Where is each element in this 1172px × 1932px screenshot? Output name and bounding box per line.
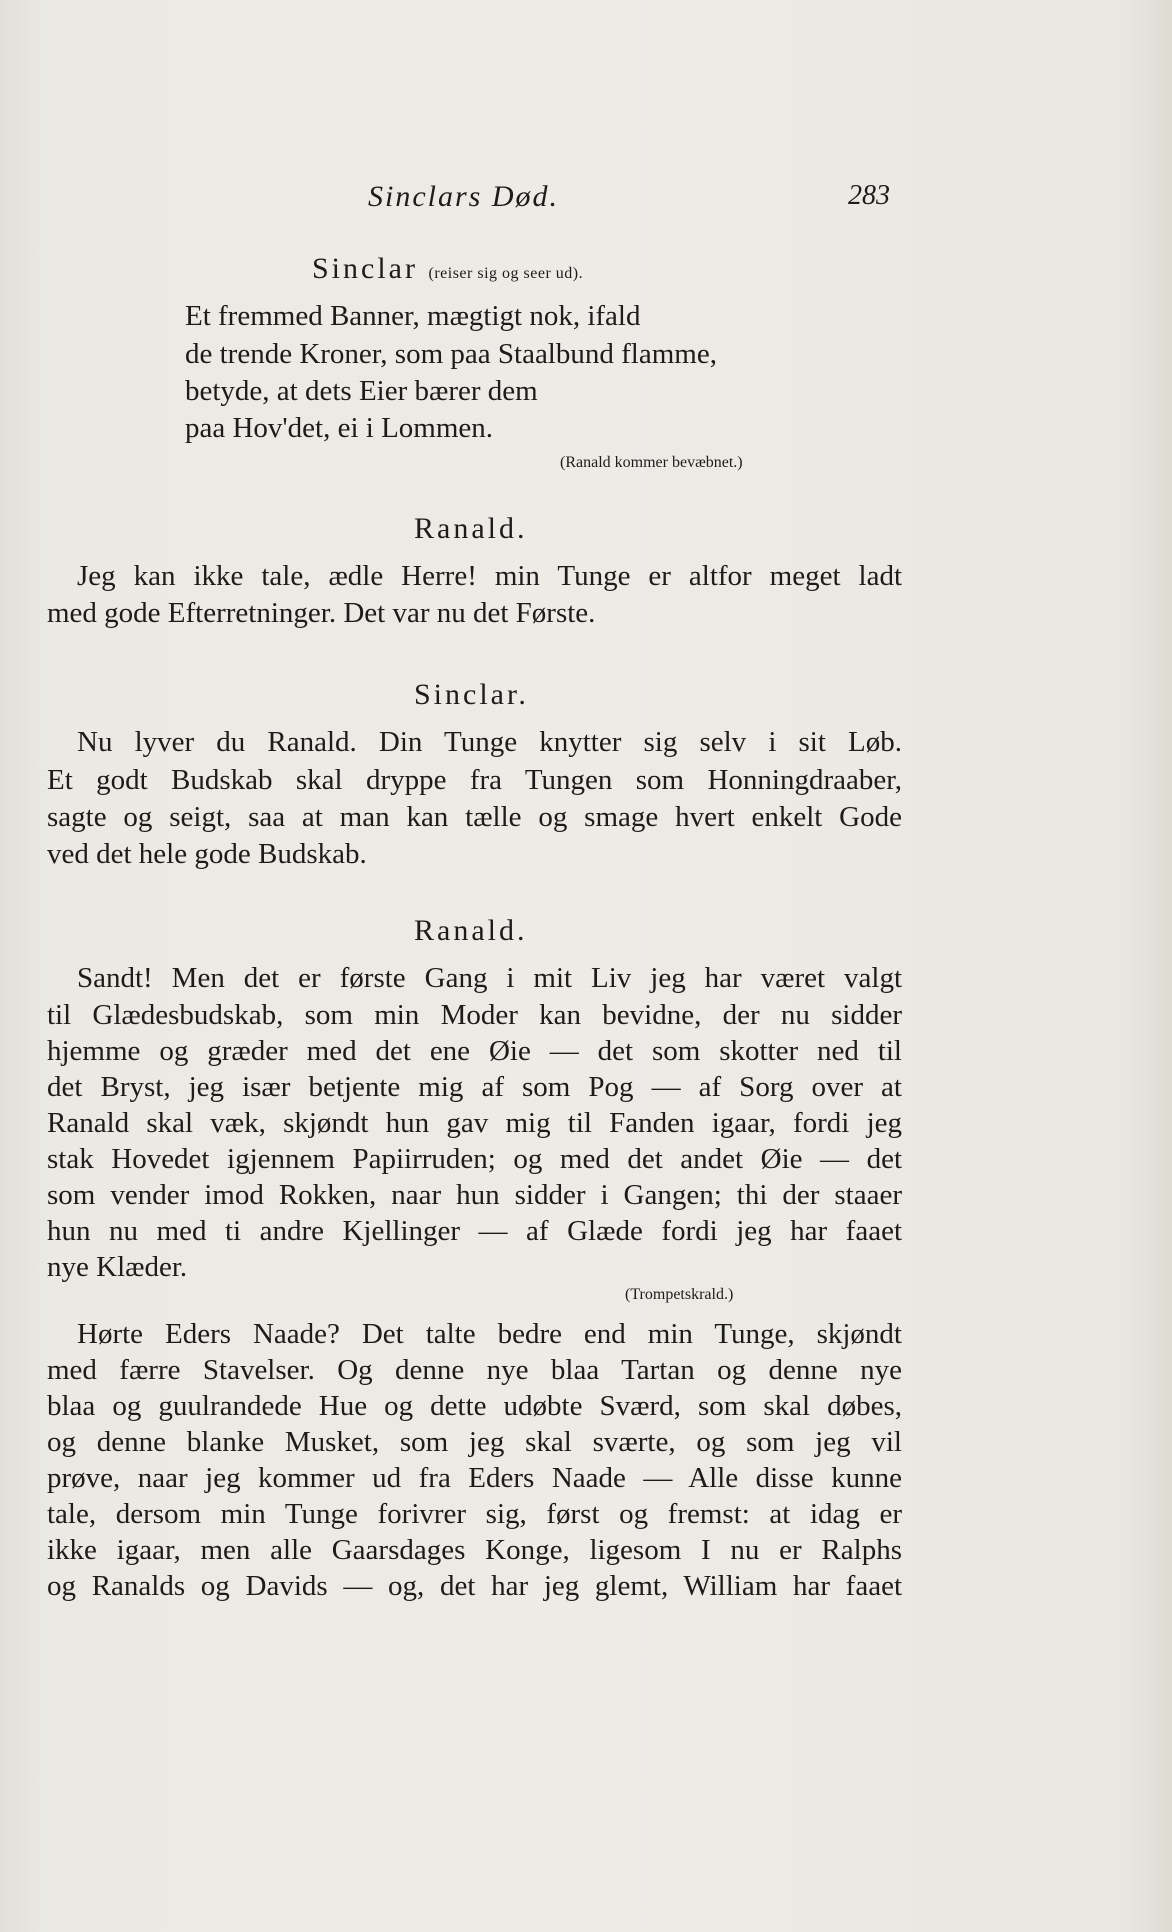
prose-line: og denne blanke Musket, som jeg skal sværte, og som jeg vil: [47, 1426, 902, 1458]
prose-line: prøve, naar jeg kommer ud fra Eders Naade — Alle disse kunne: [47, 1462, 902, 1494]
prose-line: stak Hovedet igjennem Papiirruden; og med det andet Øie — det: [47, 1143, 902, 1175]
speaker-name: Sinclar.: [414, 678, 529, 711]
prose-line: ikke igaar, men alle Gaarsdages Konge, ligesom I nu er Ralphs: [47, 1534, 902, 1566]
verse-line: betyde, at dets Eier bærer dem: [185, 375, 538, 407]
speaker-label: Sinclar: [312, 252, 418, 285]
verse-line: paa Hov'det, ei i Lommen.: [185, 412, 494, 444]
verse-line: Et fremmed Banner, mægtigt nok, ifald: [185, 300, 641, 332]
prose-line: med gode Efterretninger. Det var nu det Første.: [47, 597, 596, 629]
prose-line: hun nu med ti andre Kjellinger — af Glæde fordi jeg har faaet: [47, 1215, 902, 1247]
speaker-name: [312, 252, 583, 286]
prose-line: som vender imod Rokken, naar hun sidder i Gangen; thi der staaer: [47, 1179, 902, 1211]
running-title: Sinclars Død.: [368, 180, 559, 213]
prose-line: Jeg kan ikke tale, ædle Herre! min Tunge er altfor meget ladt: [77, 560, 902, 592]
running-header: [0, 172, 1172, 222]
stage-direction: (Trompetskrald.): [625, 1286, 734, 1303]
prose-line: det Bryst, jeg især betjente mig af som Pog — af Sorg over at: [47, 1071, 902, 1103]
prose-line: til Glædesbudskab, som min Moder kan bevidne, der nu sidder: [47, 999, 902, 1031]
prose-line: Sandt! Men det er første Gang i mit Liv jeg har været valgt: [77, 962, 902, 994]
prose-line: Ranald skal væk, skjøndt hun gav mig til Fanden igaar, fordi jeg: [47, 1107, 902, 1139]
prose-line: Et godt Budskab skal dryppe fra Tungen som Honningdraaber,: [47, 764, 902, 796]
prose-line: med færre Stavelser. Og denne nye blaa Tartan og denne nye: [47, 1354, 902, 1386]
prose-line: nye Klæder.: [47, 1251, 188, 1283]
prose-line: Nu lyver du Ranald. Din Tunge knytter sig selv i sit Løb.: [77, 726, 902, 758]
stage-direction: (reiser sig og seer ud).: [428, 265, 584, 282]
prose-line: tale, dersom min Tunge forivrer sig, først og fremst: at idag er: [47, 1498, 902, 1530]
stage-direction: (Ranald kommer bevæbnet.): [560, 454, 743, 471]
prose-line: sagte og seigt, saa at man kan tælle og smage hvert enkelt Gode: [47, 801, 902, 833]
prose-line: ved det hele gode Budskab.: [47, 838, 367, 870]
prose-line: blaa og guulrandede Hue og dette udøbte Sværd, som skal døbes,: [47, 1390, 902, 1422]
verse-line: de trende Kroner, som paa Staalbund flamme,: [185, 338, 717, 370]
page-number: 283: [848, 180, 890, 211]
prose-line: Hørte Eders Naade? Det talte bedre end min Tunge, skjøndt: [77, 1318, 902, 1350]
prose-line: hjemme og græder med det ene Øie — det som skotter ned til: [47, 1035, 902, 1067]
speaker-name: Ranald.: [414, 914, 528, 947]
prose-line: og Ranalds og Davids — og, det har jeg glemt, William har faaet: [47, 1570, 902, 1602]
speaker-name: Ranald.: [414, 512, 528, 545]
